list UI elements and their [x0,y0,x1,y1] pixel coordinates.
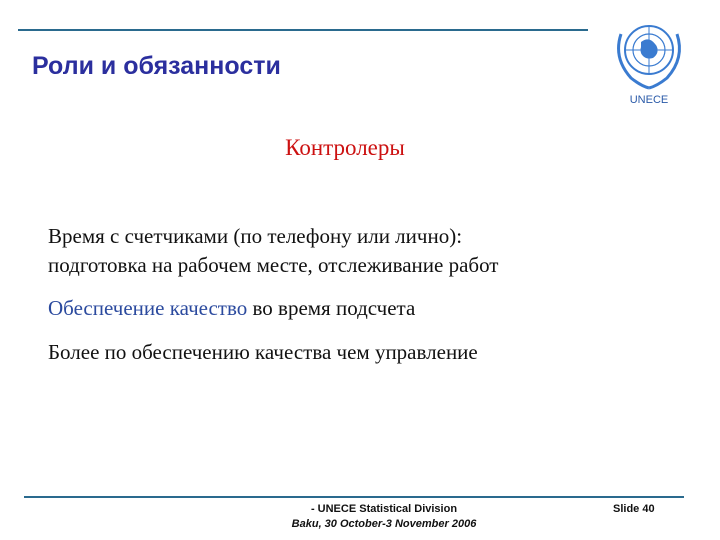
header-divider [18,29,588,31]
bullet-1-line-1: Время с счетчиками (по телефону или лично): [48,224,463,248]
bullet-1 [48,222,499,280]
un-emblem-icon [607,14,691,92]
unece-logo [607,14,691,110]
bullet-2 [48,294,415,323]
bullet-3: Более по обеспечению качества чем управление [48,340,478,364]
logo-text: UNECE [629,94,669,106]
footer-event: Baku, 30 October-3 November 2006 [291,518,477,530]
slide-number: Slide 40 [613,503,655,515]
bullet-2-text: во время подсчета [247,296,416,320]
slide-title: Роли и обязанности [32,52,281,80]
footer-org: - UNECE Statistical Division [310,503,458,515]
bullet-1-line-2: подготовка на рабочем месте, отслеживание работ [48,253,499,277]
section-subtitle: Контролеры [285,135,405,160]
bullet-2-highlight: Обеспечение качество [48,296,248,320]
footer-divider [24,496,684,498]
